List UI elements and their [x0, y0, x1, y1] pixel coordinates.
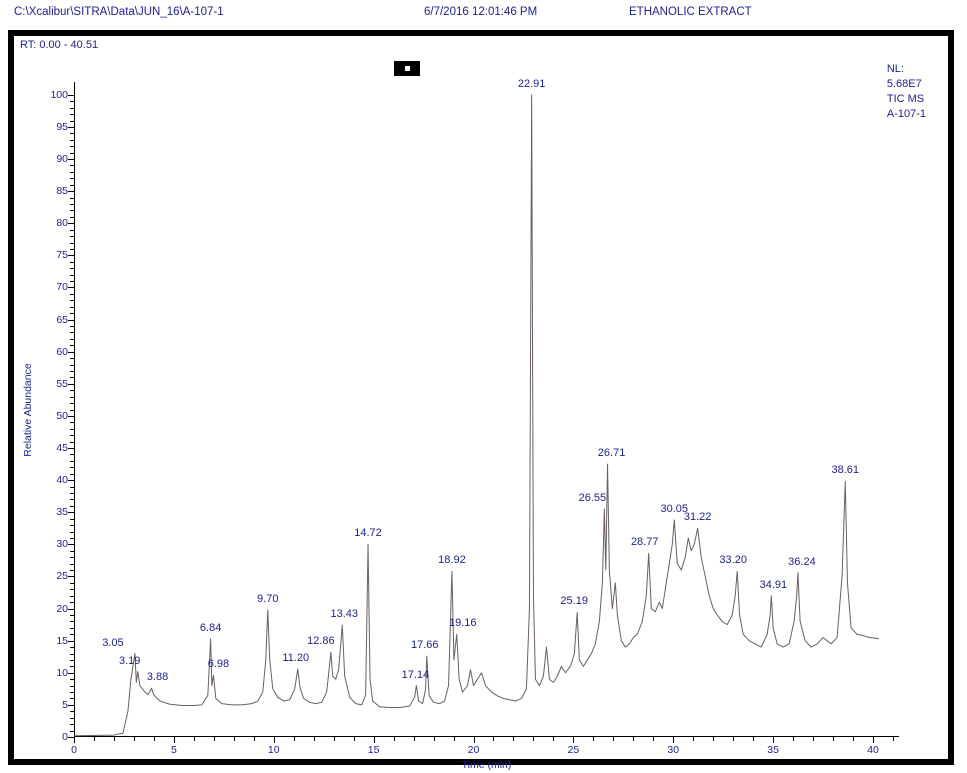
- nl-line-2: TIC MS: [886, 93, 925, 105]
- tic-trace: [74, 82, 899, 737]
- y-tick-mark-minor: [70, 718, 74, 719]
- x-tick-mark-minor: [234, 737, 235, 741]
- y-tick-mark-minor: [70, 281, 74, 282]
- y-tick-label: 15: [56, 634, 68, 647]
- y-tick-label: 45: [56, 442, 68, 455]
- y-tick-label: 60: [56, 345, 68, 358]
- y-tick-label: 50: [56, 409, 68, 422]
- y-tick-mark: [68, 95, 74, 96]
- y-tick-label: 100: [50, 88, 68, 101]
- x-tick-label: 10: [267, 744, 280, 756]
- y-tick-mark: [68, 609, 74, 610]
- peak-label: 30.05: [660, 502, 689, 515]
- y-tick-mark-minor: [70, 300, 74, 301]
- x-tick-label: 25: [567, 744, 580, 756]
- x-tick-mark: [374, 737, 375, 743]
- x-tick-label: 35: [767, 744, 779, 756]
- y-tick-mark-minor: [70, 307, 74, 308]
- y-tick-mark: [68, 416, 74, 417]
- y-tick-mark-minor: [70, 275, 74, 276]
- chart-window-inner: [13, 35, 949, 771]
- y-tick-mark-minor: [70, 198, 74, 199]
- peak-label: 14.72: [354, 527, 382, 540]
- y-tick-mark-minor: [70, 532, 74, 533]
- y-tick-mark-minor: [70, 442, 74, 443]
- y-tick-mark-minor: [70, 345, 74, 346]
- y-tick-mark-minor: [70, 365, 74, 366]
- y-tick-mark: [68, 448, 74, 449]
- peak-label: 34.91: [759, 578, 788, 591]
- y-tick-mark-minor: [70, 602, 74, 603]
- y-tick-mark-minor: [70, 570, 74, 571]
- y-tick-label: 70: [56, 281, 68, 294]
- peak-label: 6.98: [207, 658, 230, 671]
- x-tick-mark: [74, 737, 75, 743]
- peak-label: 3.19: [119, 654, 141, 667]
- peak-label: 18.92: [438, 554, 466, 567]
- y-tick-mark-minor: [70, 557, 74, 558]
- y-tick-mark-minor: [70, 121, 74, 122]
- y-tick-mark-minor: [70, 435, 74, 436]
- y-tick-mark: [68, 191, 74, 192]
- x-tick-mark-minor: [254, 737, 255, 741]
- file-path-label: C:\Xcalibur\SITRA\Data\JUN_16\A-107-1: [14, 6, 224, 18]
- y-tick-mark-minor: [70, 589, 74, 590]
- x-tick-mark-minor: [613, 737, 614, 741]
- x-tick-label: 5: [170, 744, 177, 756]
- y-tick-mark-minor: [70, 140, 74, 141]
- x-tick-mark: [573, 737, 574, 743]
- y-tick-mark-minor: [70, 467, 74, 468]
- y-tick-mark: [68, 255, 74, 256]
- y-tick-mark-minor: [70, 326, 74, 327]
- chart-window: [8, 30, 954, 771]
- y-tick-mark-minor: [70, 243, 74, 244]
- x-tick-mark-minor: [533, 737, 534, 741]
- nl-line-0: NL:: [886, 63, 904, 75]
- y-tick-mark-minor: [70, 538, 74, 539]
- x-tick-mark-minor: [194, 737, 195, 741]
- y-tick-mark-minor: [70, 429, 74, 430]
- x-tick-mark-minor: [154, 737, 155, 741]
- peak-label: 17.14: [401, 668, 430, 681]
- y-tick-label: 30: [56, 538, 68, 551]
- y-tick-mark: [68, 384, 74, 385]
- peak-label: 13.43: [330, 608, 359, 621]
- y-tick-mark-minor: [70, 172, 74, 173]
- y-tick-mark-minor: [70, 178, 74, 179]
- x-tick-mark-minor: [553, 737, 554, 741]
- x-tick-mark-minor: [214, 737, 215, 741]
- x-tick-mark-minor: [334, 737, 335, 741]
- y-tick-mark-minor: [70, 660, 74, 661]
- y-tick-mark-minor: [70, 724, 74, 725]
- y-tick-mark-minor: [70, 313, 74, 314]
- window-drag-handle[interactable]: [394, 61, 420, 76]
- peak-label: 31.22: [683, 511, 712, 524]
- peak-label: 6.84: [199, 621, 222, 634]
- y-tick-label: 10: [56, 666, 68, 679]
- peak-label: 19.16: [448, 617, 477, 630]
- y-tick-mark-minor: [70, 185, 74, 186]
- x-tick-mark-minor: [653, 737, 654, 741]
- y-tick-mark-minor: [70, 294, 74, 295]
- y-tick-label: 95: [56, 120, 68, 133]
- y-tick-mark-minor: [70, 621, 74, 622]
- x-tick-mark-minor: [693, 737, 694, 741]
- y-tick-mark: [68, 673, 74, 674]
- x-tick-mark: [673, 737, 674, 743]
- x-tick-mark-minor: [114, 737, 115, 741]
- y-tick-mark-minor: [70, 230, 74, 231]
- y-tick-mark-minor: [70, 711, 74, 712]
- x-tick-label: 30: [667, 744, 680, 756]
- y-tick-mark-minor: [70, 493, 74, 494]
- retention-time-range-label: RT: 0.00 - 40.51: [20, 39, 99, 51]
- y-tick-mark-minor: [70, 332, 74, 333]
- y-tick-mark: [68, 320, 74, 321]
- y-tick-mark-minor: [70, 268, 74, 269]
- y-tick-mark: [68, 641, 74, 642]
- x-tick-mark-minor: [853, 737, 854, 741]
- y-tick-mark-minor: [70, 454, 74, 455]
- x-tick-mark-minor: [314, 737, 315, 741]
- peak-label: 28.77: [630, 536, 659, 549]
- y-tick-mark-minor: [70, 519, 74, 520]
- y-tick-mark-minor: [70, 249, 74, 250]
- y-tick-mark-minor: [70, 564, 74, 565]
- y-tick-mark-minor: [70, 698, 74, 699]
- peak-label: 25.19: [560, 595, 588, 608]
- y-tick-mark-minor: [70, 731, 74, 732]
- y-tick-label: 75: [56, 249, 68, 262]
- y-tick-mark-minor: [70, 371, 74, 372]
- header-bar: [0, 0, 967, 30]
- y-tick-mark-minor: [70, 666, 74, 667]
- y-tick-mark-minor: [70, 262, 74, 263]
- x-tick-mark-minor: [893, 737, 894, 741]
- y-tick-mark-minor: [70, 692, 74, 693]
- y-tick-mark-minor: [70, 679, 74, 680]
- nl-line-1: 5.68E7: [886, 78, 922, 90]
- y-tick-mark-minor: [70, 339, 74, 340]
- y-tick-mark-minor: [70, 686, 74, 687]
- y-tick-mark-minor: [70, 153, 74, 154]
- peak-label: 17.66: [411, 639, 439, 652]
- y-tick-mark-minor: [70, 583, 74, 584]
- x-tick-label: 15: [367, 744, 380, 756]
- y-tick-label: 55: [56, 377, 68, 390]
- y-tick-mark-minor: [70, 217, 74, 218]
- peak-label: 11.20: [282, 651, 310, 664]
- x-tick-mark-minor: [294, 737, 295, 741]
- x-tick-mark-minor: [593, 737, 594, 741]
- y-tick-mark-minor: [70, 146, 74, 147]
- peak-label: 12.86: [307, 635, 335, 648]
- y-tick-mark: [68, 223, 74, 224]
- x-tick-mark-minor: [753, 737, 754, 741]
- y-tick-mark: [68, 352, 74, 353]
- y-tick-mark-minor: [70, 377, 74, 378]
- peak-label: 22.91: [517, 77, 546, 90]
- y-tick-label: 40: [56, 474, 68, 487]
- peak-label: 26.55: [578, 492, 607, 505]
- y-tick-mark: [68, 480, 74, 481]
- y-tick-mark-minor: [70, 108, 74, 109]
- x-tick-mark-minor: [434, 737, 435, 741]
- y-tick-mark-minor: [70, 236, 74, 237]
- y-tick-mark-minor: [70, 647, 74, 648]
- sample-title-label: ETHANOLIC EXTRACT: [629, 6, 752, 18]
- peak-label: 3.88: [146, 671, 169, 684]
- y-tick-mark: [68, 512, 74, 513]
- y-tick-mark-minor: [70, 165, 74, 166]
- y-tick-label: 0: [62, 731, 68, 743]
- peak-label: 38.61: [831, 464, 860, 477]
- x-tick-mark-minor: [633, 737, 634, 741]
- y-tick-mark-minor: [70, 654, 74, 655]
- nl-line-3: A-107-1: [886, 108, 926, 120]
- peak-label: 3.05: [102, 636, 124, 649]
- y-tick-label: 65: [56, 313, 68, 326]
- y-tick-mark-minor: [70, 596, 74, 597]
- y-tick-mark-minor: [70, 525, 74, 526]
- peak-label: 26.71: [597, 447, 626, 460]
- y-tick-mark-minor: [70, 422, 74, 423]
- peak-label: 36.24: [788, 555, 816, 568]
- y-tick-mark-minor: [70, 474, 74, 475]
- x-tick-mark-minor: [513, 737, 514, 741]
- x-tick-mark: [773, 737, 774, 743]
- y-tick-mark: [68, 544, 74, 545]
- x-tick-mark-minor: [713, 737, 714, 741]
- y-tick-label: 80: [56, 217, 68, 230]
- x-tick-mark-minor: [793, 737, 794, 741]
- x-tick-mark-minor: [394, 737, 395, 741]
- y-tick-mark-minor: [70, 358, 74, 359]
- peak-label: 9.70: [257, 592, 279, 605]
- trace-polyline: [74, 95, 879, 736]
- x-tick-mark-minor: [493, 737, 494, 741]
- y-tick-label: 35: [56, 506, 68, 519]
- y-tick-mark-minor: [70, 390, 74, 391]
- chromatogram-plot-area[interactable]: [22, 77, 899, 771]
- y-tick-mark-minor: [70, 487, 74, 488]
- y-tick-mark-minor: [70, 397, 74, 398]
- y-tick-mark-minor: [70, 101, 74, 102]
- x-axis-title: Time (min): [461, 759, 512, 771]
- peak-label: 33.20: [719, 554, 747, 567]
- x-tick-mark-minor: [833, 737, 834, 741]
- y-tick-mark: [68, 159, 74, 160]
- y-tick-mark-minor: [70, 628, 74, 629]
- y-tick-mark-minor: [70, 114, 74, 115]
- x-tick-mark-minor: [733, 737, 734, 741]
- y-tick-mark: [68, 705, 74, 706]
- y-tick-label: 90: [56, 153, 68, 166]
- x-tick-mark: [274, 737, 275, 743]
- y-tick-mark-minor: [70, 410, 74, 411]
- y-tick-mark-minor: [70, 551, 74, 552]
- y-tick-mark-minor: [70, 133, 74, 134]
- y-tick-mark-minor: [70, 204, 74, 205]
- y-tick-label: 25: [56, 570, 68, 583]
- x-tick-mark-minor: [134, 737, 135, 741]
- y-tick-mark: [68, 287, 74, 288]
- x-tick-mark: [873, 737, 874, 743]
- y-tick-mark-minor: [70, 615, 74, 616]
- y-tick-mark-minor: [70, 499, 74, 500]
- x-tick-mark-minor: [454, 737, 455, 741]
- x-tick-label: 20: [467, 744, 480, 756]
- y-tick-mark-minor: [70, 210, 74, 211]
- x-tick-mark: [174, 737, 175, 743]
- x-tick-label: 0: [71, 744, 77, 756]
- x-tick-mark-minor: [813, 737, 814, 741]
- x-tick-label: 40: [867, 744, 879, 756]
- x-tick-mark-minor: [414, 737, 415, 741]
- y-tick-mark-minor: [70, 634, 74, 635]
- drag-handle-dot: [405, 66, 410, 71]
- y-axis-title: Relative Abundance: [22, 362, 34, 457]
- y-tick-mark-minor: [70, 461, 74, 462]
- x-tick-mark-minor: [354, 737, 355, 741]
- x-tick-mark: [474, 737, 475, 743]
- y-tick-mark: [68, 127, 74, 128]
- acquisition-datetime-label: 6/7/2016 12:01:46 PM: [424, 6, 538, 18]
- y-tick-label: 5: [62, 698, 68, 711]
- y-tick-mark: [68, 576, 74, 577]
- y-tick-label: 20: [56, 602, 68, 615]
- y-tick-label: 85: [56, 185, 68, 198]
- x-tick-mark-minor: [94, 737, 95, 741]
- y-tick-mark-minor: [70, 403, 74, 404]
- y-tick-mark-minor: [70, 506, 74, 507]
